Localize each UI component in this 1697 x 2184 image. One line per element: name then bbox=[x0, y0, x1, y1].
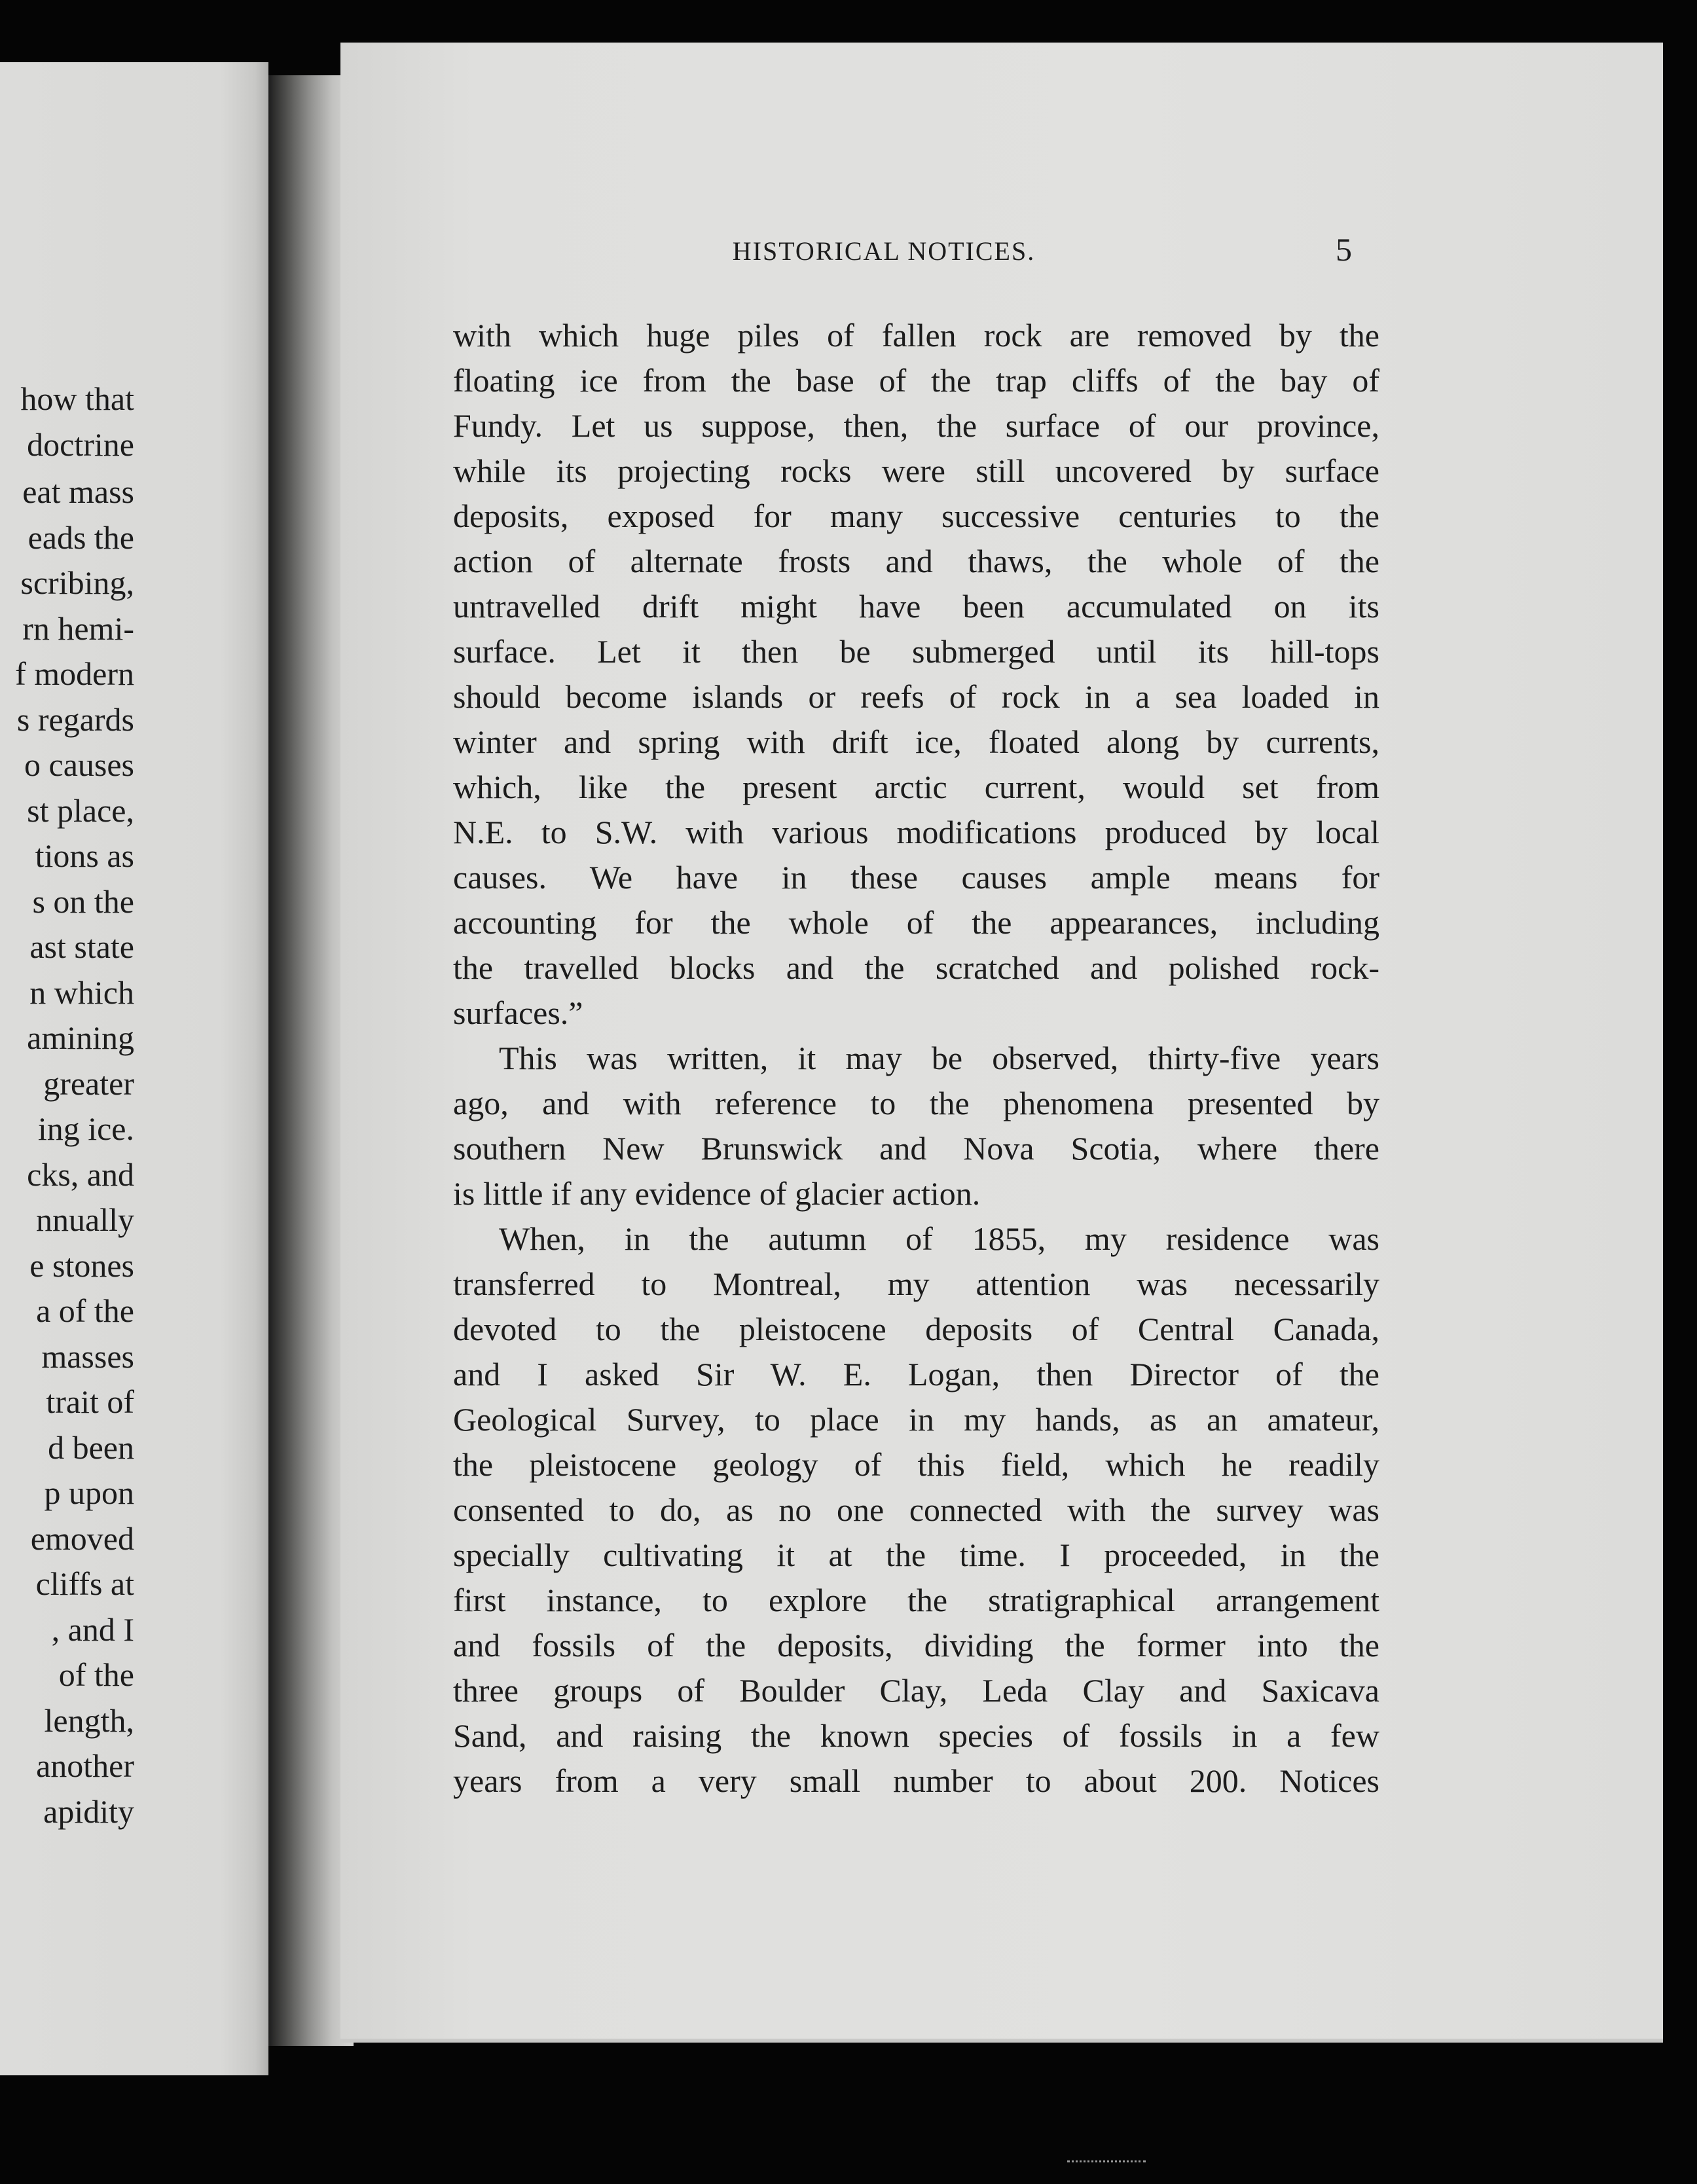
text-line: with which huge piles of fallen rock are removed by the bbox=[453, 317, 1379, 354]
left-page bbox=[0, 62, 268, 2075]
left-page-line: , and I bbox=[51, 1611, 134, 1648]
scan-edge-mark bbox=[1067, 2160, 1146, 2166]
left-page-line: trait of bbox=[46, 1383, 134, 1420]
left-page-line: doctrine bbox=[27, 426, 134, 463]
left-page-line: cliffs at bbox=[35, 1565, 134, 1602]
left-page-line: f modern bbox=[15, 655, 134, 692]
left-page-line: nnually bbox=[36, 1201, 134, 1238]
text-line: surface. Let it then be submerged until its hill-tops bbox=[453, 633, 1379, 670]
left-page-line: d been bbox=[48, 1429, 134, 1466]
text-line: the pleistocene geology of this field, which he readily bbox=[453, 1446, 1379, 1483]
text-line: devoted to the pleistocene deposits of Central Canada, bbox=[453, 1311, 1379, 1347]
text-line: the travelled blocks and the scratched and polished rock- bbox=[453, 949, 1379, 986]
left-page-line: how that bbox=[20, 380, 134, 417]
left-page-line: tions as bbox=[35, 837, 134, 874]
running-header: HISTORICAL NOTICES. bbox=[732, 236, 1036, 266]
text-line: and I asked Sir W. E. Logan, then Director of the bbox=[453, 1356, 1379, 1392]
text-line: winter and spring with drift ice, floated along by currents, bbox=[453, 723, 1379, 760]
left-page-line: n which bbox=[29, 974, 134, 1011]
text-line: floating ice from the base of the trap cliffs of the bay of bbox=[453, 362, 1379, 399]
left-page-line: eat mass bbox=[22, 473, 134, 510]
text-line: first instance, to explore the stratigraphical arrangement bbox=[453, 1582, 1379, 1618]
left-page-line: apidity bbox=[43, 1793, 134, 1830]
left-page-line: another bbox=[36, 1747, 134, 1784]
left-page-line: e stones bbox=[29, 1247, 134, 1284]
text-line: Geological Survey, to place in my hands, as an amateur, bbox=[453, 1401, 1379, 1438]
text-line: This was written, it may be observed, thirty-five years bbox=[499, 1040, 1379, 1076]
text-line: N.E. to S.W. with various modifications produced by local bbox=[453, 814, 1379, 850]
left-page-line: eads the bbox=[27, 519, 134, 556]
text-line: causes. We have in these causes ample means for bbox=[453, 859, 1379, 896]
left-page-line: emoved bbox=[30, 1520, 134, 1557]
left-page-line: greater bbox=[43, 1065, 134, 1102]
text-line: consented to do, as no one connected with the survey was bbox=[453, 1491, 1379, 1528]
left-page-line: ast state bbox=[29, 928, 134, 965]
left-page-line: o causes bbox=[24, 746, 134, 783]
text-line: which, like the present arctic current, would set from bbox=[453, 769, 1379, 805]
left-page-line: of the bbox=[58, 1656, 134, 1693]
text-line: while its projecting rocks were still uncovered by surface bbox=[453, 452, 1379, 489]
left-page-line: st place, bbox=[27, 792, 134, 829]
left-page-line: p upon bbox=[44, 1474, 134, 1511]
text-line: surfaces.” bbox=[453, 994, 583, 1031]
text-line: transferred to Montreal, my attention was necessarily bbox=[453, 1265, 1379, 1302]
left-page-line: cks, and bbox=[27, 1156, 134, 1193]
left-page-line: rn hemi- bbox=[22, 610, 134, 647]
left-page-text bbox=[0, 376, 134, 1834]
left-page-line: length, bbox=[44, 1702, 134, 1739]
text-line: accounting for the whole of the appearances, including bbox=[453, 904, 1379, 941]
left-page-line: ing ice. bbox=[37, 1110, 134, 1147]
text-line: untravelled drift might have been accumulated on its bbox=[453, 588, 1379, 625]
text-line: When, in the autumn of 1855, my residence was bbox=[499, 1220, 1379, 1257]
text-line: Sand, and raising the known species of fossils in a few bbox=[453, 1717, 1379, 1754]
text-line: and fossils of the deposits, dividing the former into the bbox=[453, 1627, 1379, 1664]
text-line: three groups of Boulder Clay, Leda Clay and Saxicava bbox=[453, 1672, 1379, 1709]
left-page-line: amining bbox=[27, 1019, 134, 1056]
left-page-line: masses bbox=[41, 1338, 134, 1375]
text-line: should become islands or reefs of rock in a sea loaded in bbox=[453, 678, 1379, 715]
text-line: years from a very small number to about 200. Notices bbox=[453, 1762, 1379, 1799]
text-line: deposits, exposed for many successive centuries to the bbox=[453, 498, 1379, 534]
page-number: 5 bbox=[1336, 231, 1352, 268]
body-text bbox=[453, 313, 1379, 1804]
left-page-line: s regards bbox=[16, 701, 134, 738]
left-page-line: scribing, bbox=[20, 564, 134, 601]
text-line: is little if any evidence of glacier action. bbox=[453, 1175, 981, 1212]
text-line: southern New Brunswick and Nova Scotia, where there bbox=[453, 1130, 1379, 1167]
text-line: action of alternate frosts and thaws, the whole of the bbox=[453, 543, 1379, 579]
text-line: ago, and with reference to the phenomena presented by bbox=[453, 1085, 1379, 1121]
left-page-line: s on the bbox=[32, 883, 134, 920]
text-line: specially cultivating it at the time. I proceeded, in the bbox=[453, 1537, 1379, 1573]
text-line: Fundy. Let us suppose, then, the surface of our province, bbox=[453, 407, 1379, 444]
left-page-line: a of the bbox=[36, 1292, 134, 1329]
